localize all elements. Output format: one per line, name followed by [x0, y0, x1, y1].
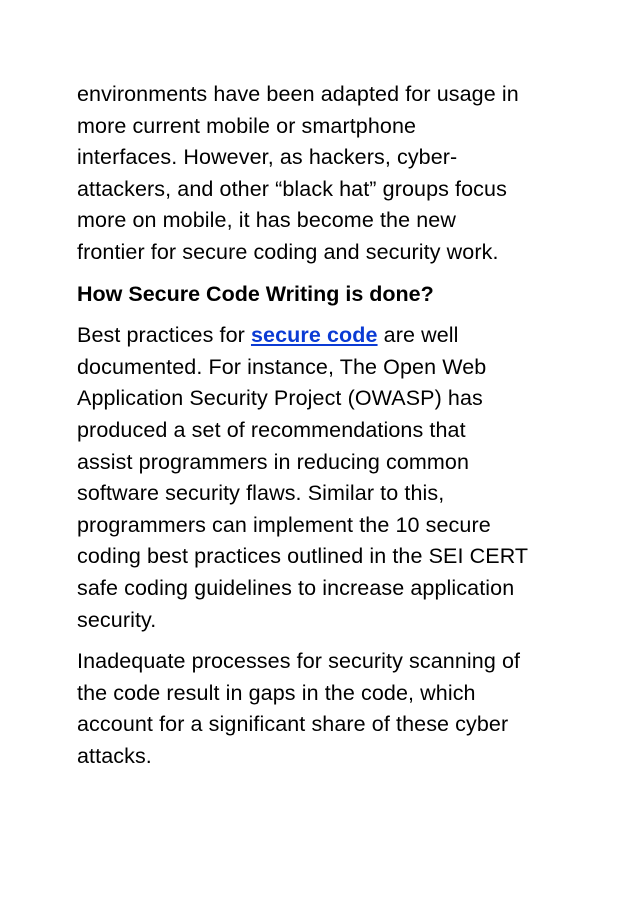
intro-paragraph: [77, 79, 578, 269]
text-run: are well: [377, 323, 459, 348]
section-heading: How Secure Code Writing is done?: [77, 281, 434, 306]
text-line: attacks.: [77, 743, 152, 768]
text-line: produced a set of recommendations that: [77, 417, 466, 442]
text-line: frontier for secure coding and security work.: [77, 239, 499, 264]
text-line: Inadequate processes for security scanning of: [77, 649, 521, 674]
text-line: [77, 320, 578, 352]
text-line: security.: [77, 607, 157, 632]
text-line: safe coding guidelines to increase application: [77, 575, 515, 600]
text-line: Application Security Project (OWASP) has: [77, 386, 483, 411]
text-line: environments have been adapted for usage in: [77, 82, 519, 106]
text-line: interfaces. However, as hackers, cyber-: [77, 145, 458, 170]
text-line: software security flaws. Similar to this,: [77, 481, 445, 506]
closing-paragraph: [77, 646, 578, 772]
text-line: account for a significant share of these cyber: [77, 712, 509, 737]
text-run: Best practices for: [77, 323, 251, 348]
practices-paragraph: [77, 320, 578, 636]
text-line: the code result in gaps in the code, which: [77, 680, 476, 705]
secure-code-link[interactable]: secure code: [250, 323, 378, 348]
text-line: more current mobile or smartphone: [77, 113, 417, 138]
text-line: assist programmers in reducing common: [77, 449, 470, 474]
text-line: more on mobile, it has become the new: [77, 208, 456, 233]
text-line: attackers, and other “black hat” groups focus: [77, 176, 507, 201]
text-line: documented. For instance, The Open Web: [77, 354, 487, 379]
text-line: programmers can implement the 10 secure: [77, 512, 491, 537]
text-line: coding best practices outlined in the SEI CERT: [77, 544, 529, 569]
